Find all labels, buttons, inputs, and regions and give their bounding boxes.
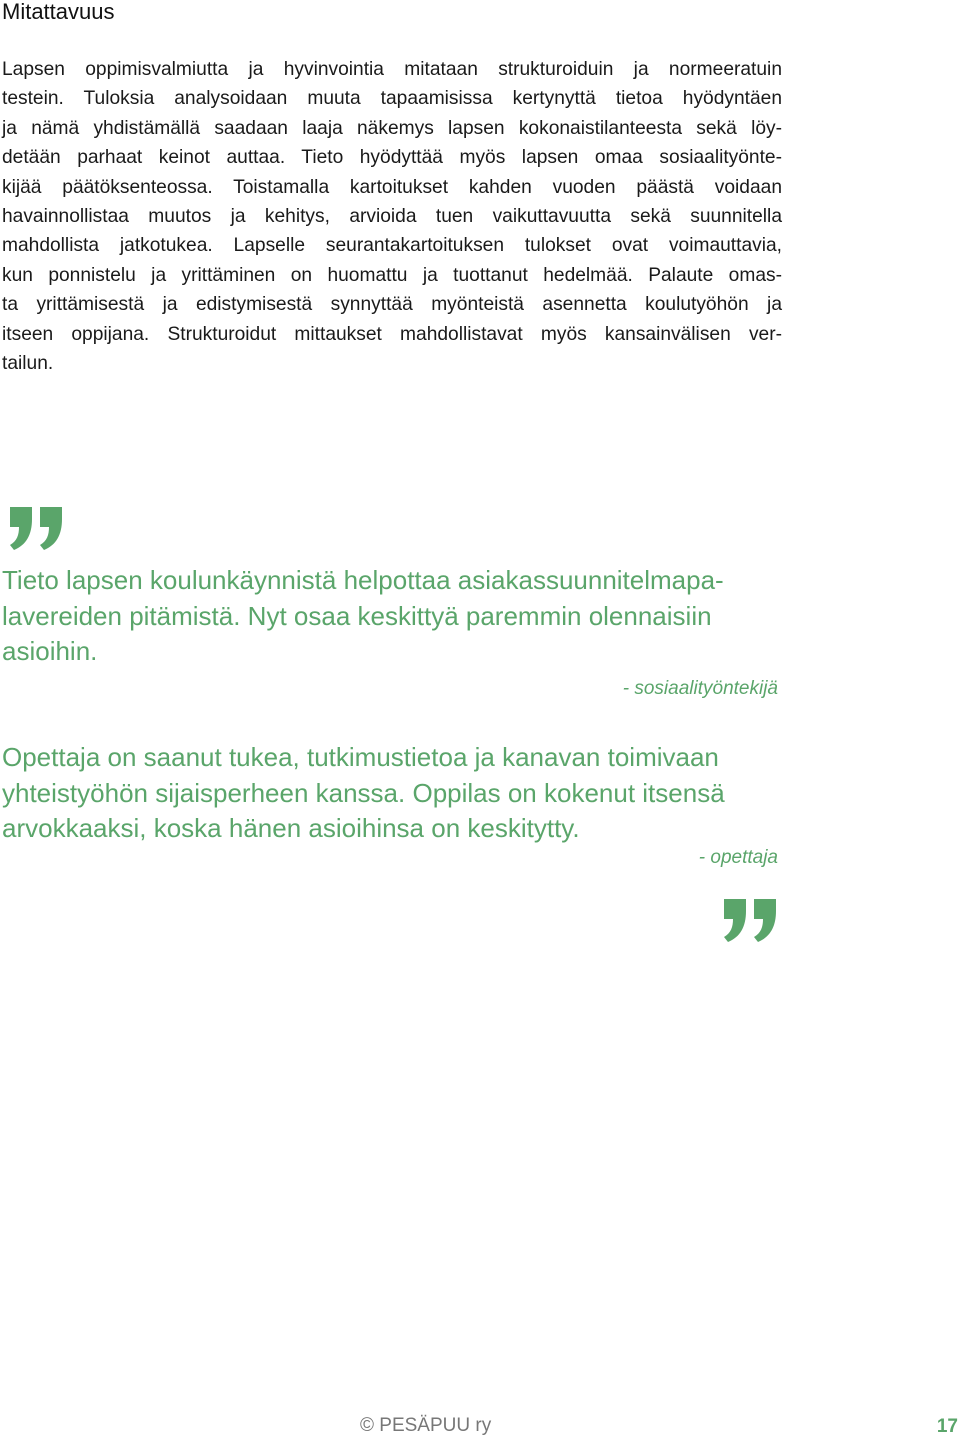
body-line: tailun.: [2, 353, 54, 375]
body-paragraph: [2, 55, 782, 378]
quote-mark-icon: [6, 505, 70, 551]
quote-attribution-2: - opettaja: [698, 847, 778, 868]
body-line: itseen oppijana. Strukturoidut mittaukset mahdollistavat myös kansainvälisen ver-: [2, 323, 782, 345]
quote-line: Tieto lapsen koulunkäynnistä helpottaa asiakassuunnitelmapa-: [2, 565, 724, 595]
body-line: ta yrittämisestä ja edistymisestä synnyttää myönteistä asennetta koulutyöhön ja: [2, 294, 782, 316]
quote-line: asioihin.: [2, 636, 98, 666]
quote-line: yhteistyöhön sijaisperheen kanssa. Oppilas on kokenut itsensä: [2, 777, 725, 808]
body-line: Lapsen oppimisvalmiutta ja hyvinvointia mitataan strukturoiduin ja normeeratuin: [2, 59, 782, 80]
body-line: havainnollistaa muutos ja kehitys, arvioida tuen vaikuttavuutta sekä suunnitella: [2, 206, 782, 228]
quote-attribution-1: - sosiaalityöntekijä: [622, 678, 778, 699]
quote-text-1: [2, 563, 782, 670]
quote-mark-icon: [720, 897, 784, 943]
quote-line: lavereiden pitämistä. Nyt osaa keskittyä paremmin olennaisiin: [2, 600, 712, 631]
body-line: testein. Tuloksia analysoidaan muuta tapaamisissa kertynyttä tietoa hyödyntäen: [2, 88, 782, 110]
body-line: kijää päätöksenteossa. Toistamalla kartoitukset kahden vuoden päästä voidaan: [2, 176, 782, 198]
body-line: ja nämä yhdistämällä saadaan laaja näkemys lapsen kokonaistilanteesta sekä löy-: [2, 117, 782, 139]
footer-copyright: © PESÄPUU ry: [360, 1415, 492, 1436]
body-line: detään parhaat keinot auttaa. Tieto hyödyttää myös lapsen omaa sosiaalityönte-: [2, 147, 782, 169]
quote-line: Opettaja on saanut tukea, tutkimustietoa ja kanavan toimivaan: [2, 742, 719, 772]
quote-line: arvokkaaksi, koska hänen asioihinsa on keskitytty.: [2, 813, 580, 843]
quote-text-2: [2, 740, 782, 847]
page-number: 17: [936, 1416, 958, 1437]
body-line: kun ponnistelu ja yrittäminen on huomattu ja tuottanut hedelmää. Palaute omas-: [2, 264, 782, 286]
body-line: mahdollista jatkotukea. Lapselle seurantakartoituksen tulokset ovat voimauttavia,: [2, 235, 782, 257]
section-heading: Mitattavuus: [2, 0, 115, 24]
